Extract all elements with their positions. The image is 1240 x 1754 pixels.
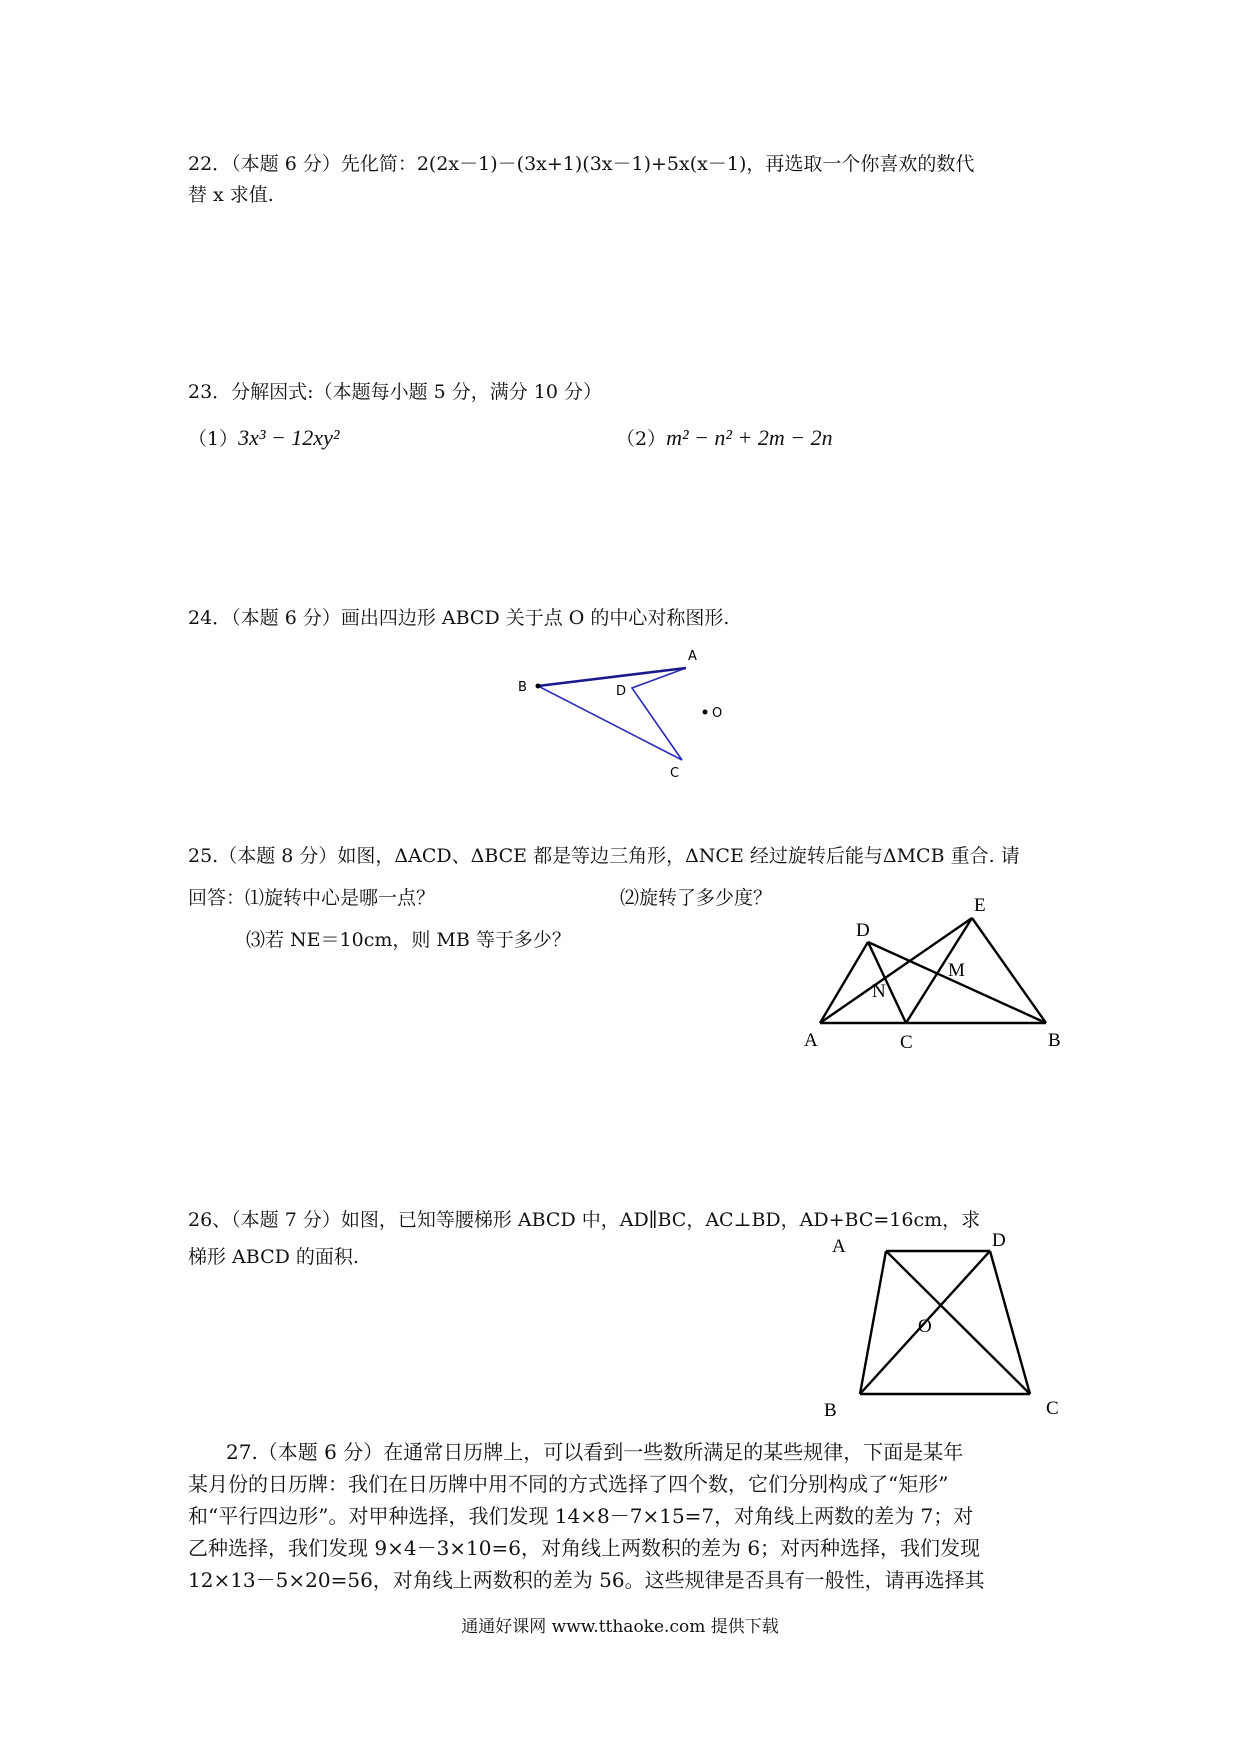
q23-part2 bbox=[616, 424, 833, 453]
q23-title: 23．分解因式:（本题每小题 5 分，满分 10 分） bbox=[188, 381, 603, 403]
q26-line1: 26、（本题 7 分）如图，已知等腰梯形 ABCD 中，AD∥BC，AC⊥BD，AD+BC=16cm，求 bbox=[188, 1209, 981, 1231]
q25-label-e: E bbox=[974, 895, 986, 916]
q25-label-c: C bbox=[900, 1032, 913, 1050]
q26-line-ab bbox=[860, 1251, 886, 1394]
q25-label-n: N bbox=[872, 981, 886, 1002]
q22-line1: 22．（本题 6 分）先化简：2(2x－1)－(3x+1)(3x－1)+5x(x－1)，再选取一个你喜欢的数代 bbox=[188, 153, 975, 175]
q25-line3: ⑶若 NE＝10cm，则 MB 等于多少？ bbox=[246, 929, 571, 951]
q24-quadrilateral-figure bbox=[500, 640, 730, 780]
q27-line2: 某月份的日历牌：我们在日历牌中用不同的方式选择了四个数，它们分别构成了“矩形” bbox=[188, 1472, 949, 1496]
q26-line2: 梯形 ABCD 的面积. bbox=[188, 1246, 359, 1268]
q23-part2-label: （2） bbox=[616, 428, 667, 450]
q24-label-d: D bbox=[616, 684, 627, 699]
q23-part1-expr: 3x³ − 12xy² bbox=[238, 425, 340, 450]
page-footer: 通通好课网 www.tthaoke.com 提供下载 bbox=[461, 1617, 779, 1637]
q25-label-d: D bbox=[856, 920, 870, 941]
q24-label-o: O bbox=[712, 706, 723, 721]
q27-line1: 27.（本题 6 分）在通常日历牌上，可以看到一些数所满足的某些规律，下面是某年 bbox=[226, 1440, 964, 1464]
q23-part1 bbox=[188, 424, 339, 453]
q24-label-b: B bbox=[518, 680, 527, 695]
q25-line2b: ⑵旋转了多少度？ bbox=[620, 887, 773, 909]
q23-part1-label: （1） bbox=[188, 428, 239, 450]
q25-line2a: 回答：⑴旋转中心是哪一点？ bbox=[188, 887, 436, 909]
q26-line-ac bbox=[886, 1251, 1030, 1394]
q25-label-a: A bbox=[804, 1030, 818, 1050]
q25-label-b: B bbox=[1048, 1030, 1061, 1050]
q25-lines bbox=[820, 918, 1046, 1023]
q26-label-o: O bbox=[918, 1316, 932, 1337]
q24-point-o bbox=[703, 710, 708, 715]
q25-line-ad bbox=[820, 942, 868, 1023]
q24-label-c: C bbox=[670, 766, 680, 780]
q24-point-b bbox=[536, 684, 541, 689]
q24-quadrilateral-abcd bbox=[538, 668, 686, 760]
q25-line-db bbox=[868, 942, 1046, 1023]
q26-lines bbox=[860, 1251, 1030, 1394]
q23-part2-expr: m² − n² + 2m − 2n bbox=[666, 425, 833, 450]
q26-label-a: A bbox=[832, 1236, 846, 1257]
q26-trapezoid-figure bbox=[820, 1218, 1070, 1418]
q26-label-c: C bbox=[1046, 1398, 1059, 1418]
q27-line5: 12×13－5×20=56，对角线上两数积的差为 56。这些规律是否具有一般性，请再选择其 bbox=[188, 1568, 985, 1592]
q24-label-a: A bbox=[688, 649, 697, 664]
q27-line3: 和“平行四边形”。对甲种选择，我们发现 14×8－7×15=7，对角线上两数的差为 7；对 bbox=[188, 1504, 974, 1528]
q25-line1: 25.（本题 8 分）如图，ΔACD、ΔBCE 都是等边三角形，ΔNCE 经过旋转后能与ΔMCB 重合. 请 bbox=[188, 845, 1020, 867]
q24-title: 24．（本题 6 分）画出四边形 ABCD 关于点 O 的中心对称图形. bbox=[188, 607, 730, 629]
q26-label-d: D bbox=[992, 1230, 1006, 1251]
q27-line4: 乙种选择，我们发现 9×4－3×10=6，对角线上两数积的差为 6；对丙种选择，我们发现 bbox=[188, 1536, 981, 1560]
q26-label-b: B bbox=[824, 1400, 837, 1418]
q25-triangles-figure bbox=[800, 880, 1070, 1050]
q25-label-m: M bbox=[948, 960, 965, 981]
q22-line2: 替 x 求值. bbox=[188, 184, 274, 206]
